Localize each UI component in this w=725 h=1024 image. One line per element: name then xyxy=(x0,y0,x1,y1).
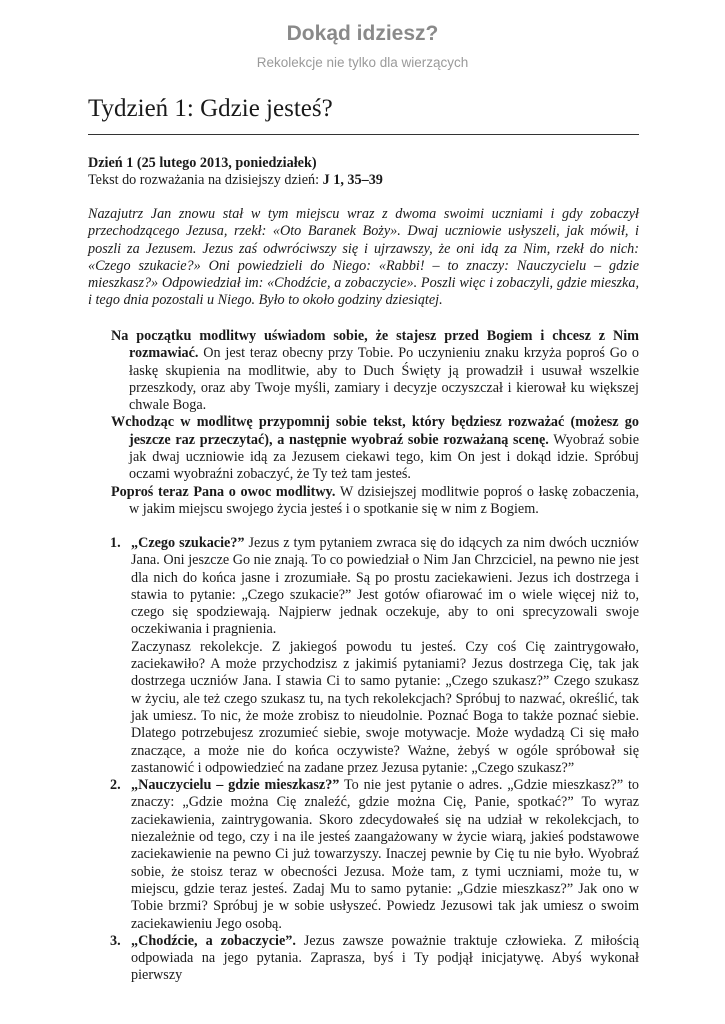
scripture-quote: Nazajutrz Jan znowu stał w tym miejscu wraz z dwoma swoimi uczniami i gdy zobaczył przechodzącego Jezusa, rzekł: «Oto Baranek Boży». Dwaj uczniowie usłyszeli, jak mówił, i poszli za Jezusem. Jezus zaś odwróciwszy się i ujrzawszy, że oni idą za Nim, rzekł do nich: «Czego szukacie?» Oni powiedzieli do Niego: «Rabbi! – to znaczy: Nauczycielu – gdzie mieszkasz?» Odpowiedział im: «Chodźcie, a zobaczycie». Poszli więc i zobaczyli, gdzie mieszka, i tego dnia pozostali u Niego. Było to około godziny dziesiątej. xyxy=(88,206,639,309)
prayer-preparation xyxy=(111,328,639,518)
point-body xyxy=(131,535,639,639)
point-title: „Czego szukacie?” xyxy=(131,535,245,551)
point-title: „Nauczycielu – gdzie mieszkasz?” xyxy=(131,777,340,794)
prep-step-bold: Na początku modlitwy uświadom sobie, że stajesz przed Bogiem i chcesz z Nim rozmawiać. xyxy=(111,328,639,362)
prep-step-bold: Wchodząc w modlitwę przypomnij sobie tekst, który będziesz rozważać (możesz go jeszcze raz przeczytać), a następnie wyobraź sobie rozważaną scenę. xyxy=(111,414,639,448)
day-block xyxy=(88,155,639,190)
point-extra: Zaczynasz rekolekcje. Z jakiegoś powodu tu jesteś. Czy coś Cię zaintrygowało, zaciekawiło? A może przychodzisz z jakimiś pytaniami? Jezus dostrzega Cię, tak jak dostrzega uczniów Jana. I stawia Ci to samo pytanie: „Czego szukasz?” Czego szukasz w życiu, ale też czego szukasz tu, na tych rekolekcjach? Spróbuj to nazwać, określić, tak jak umiesz. To nic, że może zrobisz to nieudolnie. Poznać Boga to także poznać siebie. Dlatego potrzebujesz zrozumieć siebie, swoje motywacje. Może wydadzą Ci się mało znaczące, a może nie do końca oczywiste? Ważne, żebyś w ogóle spróbował się zastanowić i odpowiedzieć na zadane przez Jezusa pytanie: „Czego szukasz?” xyxy=(131,638,639,776)
meditation-points xyxy=(110,535,639,985)
prep-step-bold: Poproś teraz Pana o owoc modlitwy. xyxy=(111,483,336,500)
point-number: 2. xyxy=(110,777,121,794)
week-heading: Tydzień 1: Gdzie jesteś? xyxy=(88,95,333,122)
point-title: „Chodźcie, a zobaczycie”. xyxy=(131,932,296,949)
prep-step-text: On jest teraz obecny przy Tobie. Po uczynieniu znaku krzyża poproś Go o łaskę skupienia na modlitwie, aby to Duch Święty ją prowadził i usuwał wszelkie przeszkody, oraz aby Twoje myśli, zamiary i decyzje oczyszczał i kierował ku większej chwale Boga. xyxy=(129,345,639,414)
point-text: To nie jest pytanie o adres. „Gdzie mieszkasz?” to znaczy: „Gdzie można Cię znaleźć, gdzie można Cię, Panie, spotkać?” To wyraz zaciekawienia, zaintrygowania. Skoro zdecydowałeś się na udział w rekolekcjach, to niezależnie od tego, czy i na ile jesteś zaangażowany w życie wiarą, jakieś podstawowe zaciekawienie na pewno Ci już towarzyszy. Inaczej pewnie by Cię tu nie było. Wyobraź sobie, że stoisz teraz w obecności Jezusa. Może tam, z tymi uczniami, może tu, w miejscu, gdzie teraz jesteś. Zadaj Mu to samo pytanie: „Gdzie mieszkasz?” Jak ono w Tobie brzmi? Spróbuj je w sobie usłyszeć. Powiedz Jezusowi tak jak umiesz o swoim zaciekawieniu Jego osobą. xyxy=(131,777,640,932)
point-body xyxy=(131,777,639,933)
document-title: Dokąd idziesz? xyxy=(286,22,439,45)
meditation-point xyxy=(110,933,639,985)
day-heading: Dzień 1 (25 lutego 2013, poniedziałek) xyxy=(88,155,317,171)
meditation-point xyxy=(110,777,639,933)
reading-reference: J 1, 35–39 xyxy=(322,172,383,189)
document-subtitle: Rekolekcje nie tylko dla wierzących xyxy=(256,55,469,70)
point-text: Jezus zawsze poważnie traktuje człowieka. Z miłością odpowiada na jego pytania. Zaprasza, byś i Ty podjął inicjatywę. Abyś wykonał pierwszy xyxy=(131,932,639,984)
point-number: 3. xyxy=(110,932,121,949)
prep-step xyxy=(111,484,639,519)
heading-rule xyxy=(88,134,639,135)
prep-step-text: W dzisiejszej modlitwie poproś o łaskę zobaczenia, w jakim miejscu swojego życia jesteś i o spotkanie się w nim z Bogiem. xyxy=(129,483,639,517)
prep-step-text: Wyobraź sobie jak dwaj uczniowie idą za Jezusem ciekawi tego, kim On jest i dokąd idzie. Spróbuj oczami wyobraźni zobaczyć, że Ty też tam jesteś. xyxy=(129,431,639,483)
point-body xyxy=(131,933,639,985)
point-number: 1. xyxy=(110,535,121,551)
reading-intro: Tekst do rozważania na dzisiejszy dzień: xyxy=(88,172,323,189)
point-text: Jezus z tym pytaniem zwraca się do idących za nim dwóch uczniów Jana. Oni jeszcze Go nie znają. To co powiedział o Nim Jan Chrzciciel, na pewno nie jest dla nich do końca jasne i zrozumiałe. Są po prostu zaciekawieni. Jezus ich dostrzega i stawia to pytanie: „Czego szukacie?” Jest gotów ofiarować im o wiele więcej niż to, czego się spodziewają. Najpierw jednak oczekuje, aby to oni sprecyzowali swoje oczekiwania i pragnienia. xyxy=(131,535,639,638)
reading-line xyxy=(88,172,639,189)
prep-step xyxy=(111,414,639,483)
meditation-point xyxy=(110,535,639,777)
prep-step xyxy=(111,328,639,414)
